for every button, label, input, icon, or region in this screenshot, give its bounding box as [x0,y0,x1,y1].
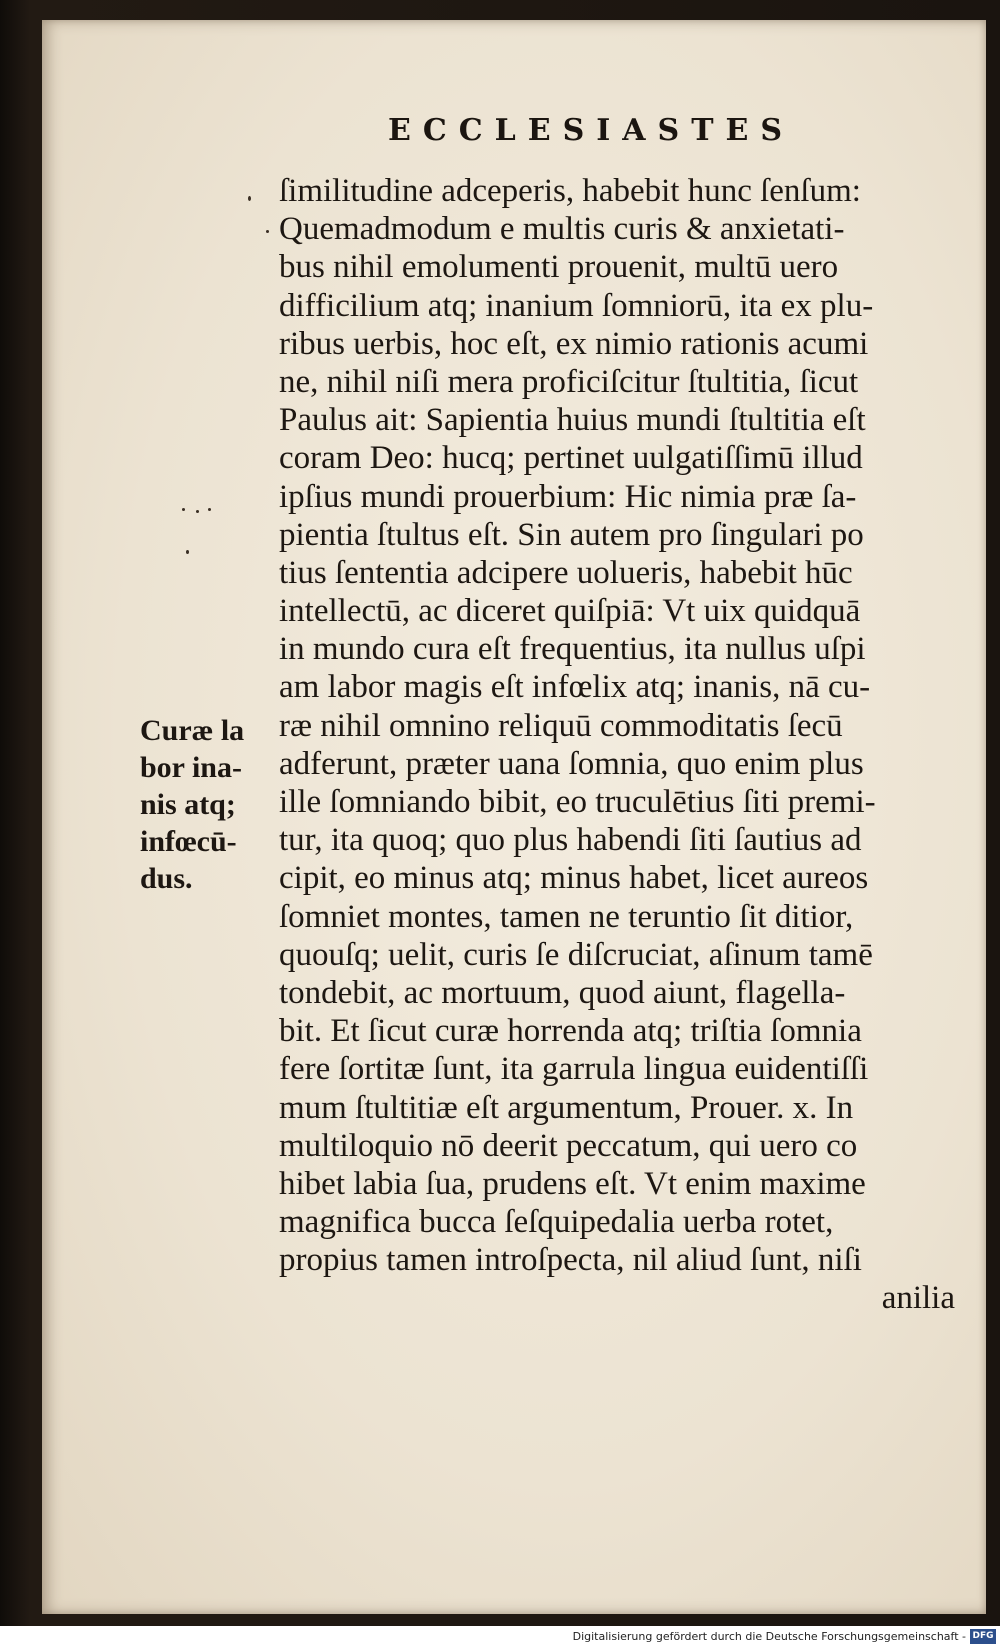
text-line: ſimilitudine adceperis, habebit hunc ſenſum: [279,173,861,209]
text-line: ille ſomniando bibit, eo truculētius ſiti premi- [279,784,876,820]
catchword: anilia [881,1280,955,1317]
text-line: difficilium atq; inanium ſomniorū, ita ex plu- [279,287,874,324]
marginal-line: nis atq; [140,788,236,821]
text-line: ribus uerbis, hoc eſt, ex nimio rationis acumi [279,325,869,362]
text-line: pientia ſtultus eſt. Sin autem pro ſingulari po [279,516,864,553]
marginal-line: infœcū- [140,825,237,858]
text-line: in mundo cura eſt frequentius, ita nullus uſpi [279,631,866,668]
text-line: Quemadmodum e multis curis & anxietati- [279,211,845,248]
text-line: ræ nihil omnino reliquū commoditatis ſecū [279,707,843,744]
text-line: propius tamen introſpecta, nil aliud ſunt, niſi [279,1242,862,1279]
text-line: Paulus ait: Sapientia huius mundi ſtultitia eſt [279,402,866,439]
text-line: bit. Et ſicut curæ horrenda atq; triſtia ſomnia [279,1013,862,1050]
text-line: tius ſententia adcipere uolueris, habebit hūc [279,554,853,591]
text-line: intellectū, ac diceret quiſpiā: Vt uix quidquā [279,593,861,630]
digitization-credit: Digitalisierung gefördert durch die Deutsche Forschungsgemeinschaft - [572,1630,966,1643]
text-line: cipit, eo minus atq; minus habet, licet aureos [279,860,869,897]
main-text-block [279,172,955,1318]
text-line: magnifica bucca ſeſquipedalia uerba rotet, [279,1204,834,1241]
text-line: tur, ita quoq; quo plus habendi ſiti ſautius ad [279,822,862,859]
dfg-logo-icon: DFG [970,1629,996,1644]
marginal-line: bor ina- [140,751,242,784]
text-line: tondebit, ac mortuum, quod aiunt, flagella- [279,974,846,1011]
text-line: coram Deo: hucq; pertinet uulgatiſſimū illud [279,440,863,477]
text-line: fere ſortitæ ſunt, ita garrula lingua euidentiſſi [279,1051,869,1088]
text-line: ſomniet montes, tamen ne teruntio ſit ditior, [279,898,854,935]
text-line: hibet labia ſua, prudens eſt. Vt enim maxime [279,1165,866,1202]
text-line: mum ſtultitiæ eſt argumentum, Prouer. x. In [279,1089,854,1126]
text-line: am labor magis eſt infœlix atq; inanis, nā cu- [279,669,871,706]
text-line: multiloquio nō deerit peccatum, qui uero co [279,1127,858,1164]
text-line: quouſq; uelit, curis ſe diſcruciat, aſinum tamē [279,936,873,973]
running-head: ECCLESIASTES [388,113,795,148]
marginal-line: Curæ la [140,714,245,747]
text-line: adferunt, præter uana ſomnia, quo enim plus [279,745,864,782]
text-line: bus nihil emolumenti prouenit, multū uero [279,249,839,286]
marginal-note [140,712,280,897]
text-line: ne, nihil niſi mera proficiſcitur ſtultitia, ſicut [279,363,859,400]
page-specks [172,190,282,610]
marginal-line: dus. [140,862,193,895]
text-line: ipſius mundi prouerbium: Hic nimia præ ſa- [279,478,857,515]
